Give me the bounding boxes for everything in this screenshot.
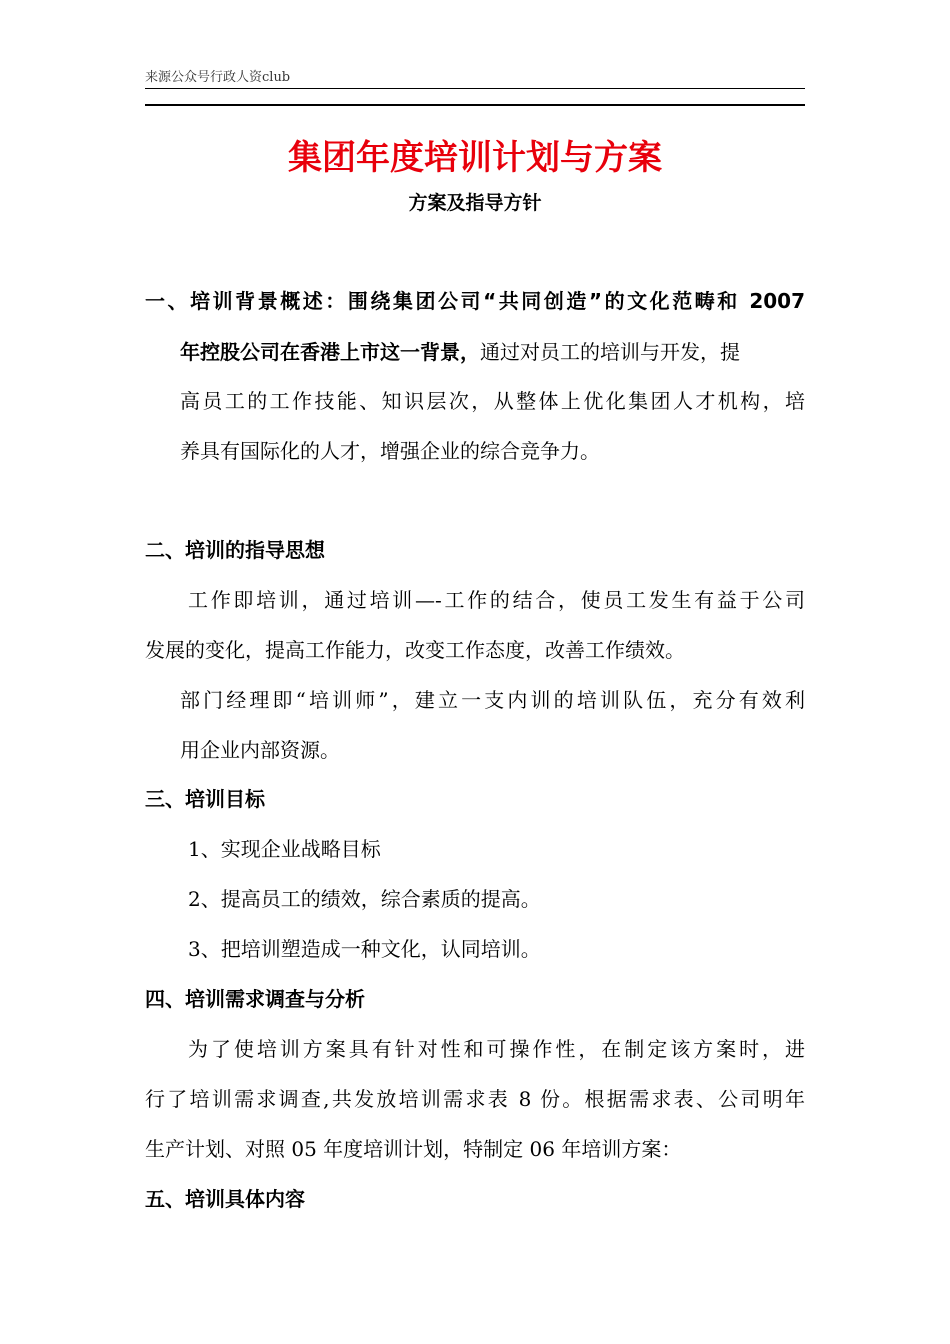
section3-item-1: 1、实现企业战略目标: [188, 837, 381, 861]
section1-line4: 养具有国际化的人才，增强企业的综合竞争力。: [180, 439, 600, 463]
section2-p1-line2: 发展的变化，提高工作能力，改变工作态度，改善工作绩效。: [145, 638, 685, 662]
section2-p2-line2: 用企业内部资源。: [180, 738, 340, 762]
section2-p2-line1: 部门经理即“培训师”，建立一支内训的培训队伍，充分有效利: [180, 688, 805, 712]
section4-line3: 生产计划、对照 05 年度培训计划，特制定 06 年培训方案：: [145, 1137, 682, 1161]
page-subtitle: 方案及指导方针: [408, 192, 542, 214]
section1-line2-bold: 年控股公司在香港上市这一背景，: [180, 340, 480, 364]
page-title: 集团年度培训计划与方案: [288, 138, 662, 178]
section3-heading: 三、培训目标: [145, 787, 265, 811]
section3-item-2: 2、提高员工的绩效，综合素质的提高。: [188, 887, 541, 911]
section2-p1-line1: 工作即培训，通过培训—-工作的结合，使员工发生有益于公司: [188, 588, 805, 612]
header-rule-thin: [145, 88, 805, 89]
section1-line2-normal: 通过对员工的培训与开发，提: [480, 340, 740, 364]
section1-line3: 高员工的工作技能、知识层次，从整体上优化集团人才机构，培: [180, 389, 805, 413]
header-source: 来源公众号行政人资club: [145, 70, 291, 85]
section3-item-3: 3、把培训塑造成一种文化，认同培训。: [188, 937, 541, 961]
section4-line1: 为了使培训方案具有针对性和可操作性，在制定该方案时，进: [188, 1037, 805, 1061]
header-rule-thick: [145, 104, 805, 106]
section4-line2: 行了培训需求调查,共发放培训需求表 8 份。根据需求表、公司明年: [145, 1087, 805, 1111]
section1-line2: [180, 338, 740, 366]
section5-heading: 五、培训具体内容: [145, 1187, 305, 1211]
section2-heading: 二、培训的指导思想: [145, 538, 325, 562]
section1-line1: 一、培训背景概述：围绕集团公司“共同创造”的文化范畴和 2007: [145, 289, 805, 313]
section4-heading: 四、培训需求调查与分析: [145, 987, 365, 1011]
